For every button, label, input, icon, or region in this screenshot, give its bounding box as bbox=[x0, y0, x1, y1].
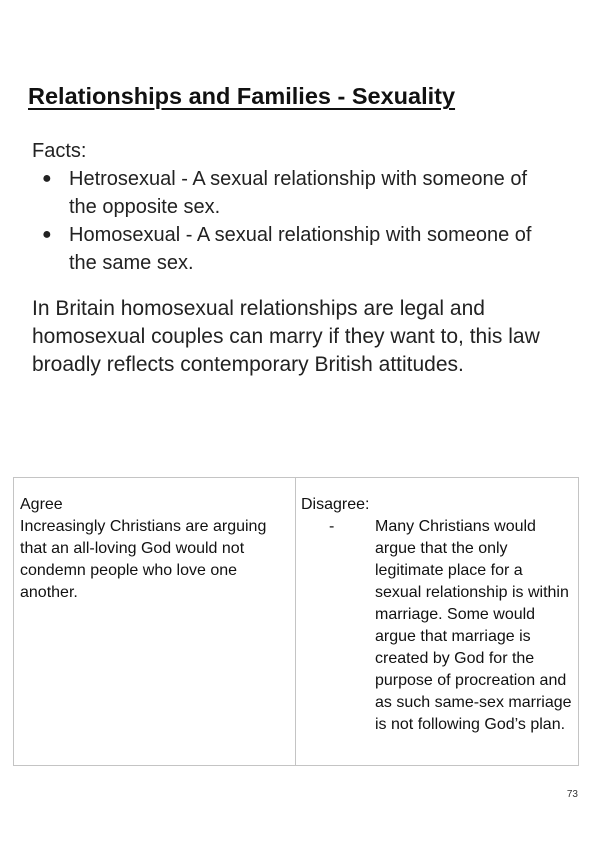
bullet-icon: ● bbox=[42, 226, 52, 243]
dash-marker: - bbox=[329, 518, 335, 535]
bullet-icon: ● bbox=[42, 170, 52, 187]
agree-heading: Agree bbox=[20, 496, 63, 513]
agree-text: Increasingly Christians are arguing that an all-loving God would not condemn people who love one another. bbox=[20, 518, 267, 601]
page-title: Relationships and Families - Sexuality bbox=[28, 83, 456, 109]
facts-section bbox=[32, 137, 572, 277]
disagree-column bbox=[296, 478, 578, 765]
list-item bbox=[32, 221, 539, 277]
facts-list bbox=[32, 165, 572, 277]
facts-heading: Facts: bbox=[32, 140, 87, 162]
list-item bbox=[32, 165, 539, 221]
page-number: 73 bbox=[566, 789, 578, 800]
fact-text: Hetrosexual - A sexual relationship with someone of the opposite sex. bbox=[69, 168, 528, 218]
disagree-text: Many Christians would argue that the only legitimate place for a sexual relationship is within marriage. Some would argue that marriage is created by God for the purpose of procreation and as such same-sex marriage is not following God’s plan. bbox=[375, 518, 572, 733]
fact-text: Homosexual - A sexual relationship with someone of the same sex. bbox=[69, 224, 532, 274]
disagree-heading: Disagree: bbox=[301, 496, 370, 513]
body-paragraph: In Britain homosexual relationships are legal and homosexual couples can marry if they want to, this law broadly reflects contemporary British attitudes. bbox=[32, 297, 540, 376]
agree-disagree-table bbox=[13, 477, 579, 766]
agree-column bbox=[14, 478, 296, 765]
list-item bbox=[301, 516, 572, 736]
